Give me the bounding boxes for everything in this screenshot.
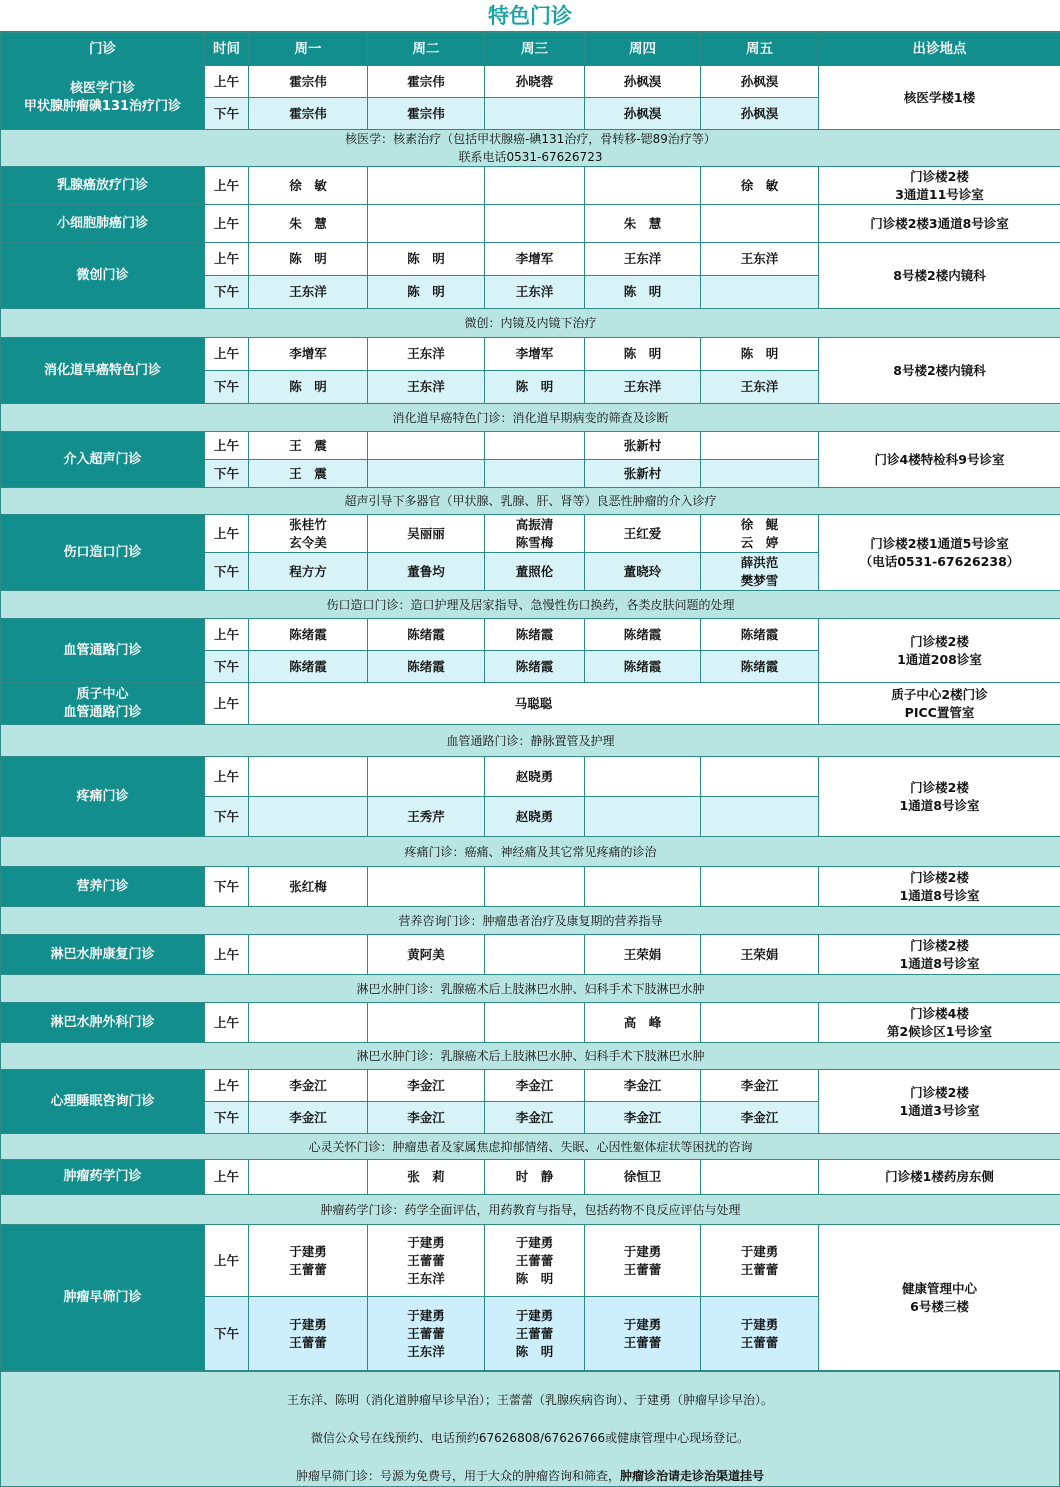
clinic-row bbox=[1, 432, 1060, 460]
footer-line-2: 微信公众号在线预约、电话预约67626808/67626766或健康管理中心现场登记。 bbox=[311, 1431, 749, 1445]
doctor-slot-wed: 于建勇 王蕾蕾 陈 明 bbox=[485, 1297, 585, 1371]
doctor-slot-tue: 陈绪霞 bbox=[368, 619, 485, 651]
clinic-location: 门诊楼2楼 3通道11号诊室 bbox=[819, 167, 1060, 205]
session-time: 下午 bbox=[205, 553, 249, 591]
clinic-location: 门诊楼1楼药房东侧 bbox=[819, 1160, 1060, 1195]
doctor-slot-wed: 孙晓蓉 bbox=[485, 66, 585, 98]
clinic-note: 疼痛门诊：癌痛、神经痛及其它常见疼痛的诊治 bbox=[1, 837, 1060, 867]
doctor-slot-thu: 王东洋 bbox=[585, 243, 701, 276]
doctor-slot-tue: 张 莉 bbox=[368, 1160, 485, 1195]
header-row bbox=[1, 33, 1060, 66]
doctor-slot-wed bbox=[485, 98, 585, 130]
doctor-slot-fri: 王东洋 bbox=[701, 243, 819, 276]
doctor-slot-thu: 王荣娟 bbox=[585, 935, 701, 975]
doctor-slot-thu: 张新村 bbox=[585, 432, 701, 460]
footer-note bbox=[1, 1372, 1060, 1487]
clinic-row bbox=[1, 167, 1060, 205]
session-time: 上午 bbox=[205, 243, 249, 276]
clinic-name: 质子中心 血管通路门诊 bbox=[1, 683, 205, 725]
clinic-row bbox=[1, 515, 1060, 553]
clinic-row bbox=[1, 1225, 1060, 1297]
clinic-name: 营养门诊 bbox=[1, 867, 205, 907]
doctor-slot-wed: 陈绪霞 bbox=[485, 651, 585, 683]
doctor-slot-mon: 霍宗伟 bbox=[249, 66, 368, 98]
doctor-slot-tue: 李金江 bbox=[368, 1102, 485, 1134]
doctor-slot-fri bbox=[701, 432, 819, 460]
doctor-slot-wed bbox=[485, 205, 585, 243]
clinic-schedule-table bbox=[0, 32, 1060, 1371]
doctor-slot-wed: 董照伦 bbox=[485, 553, 585, 591]
clinic-note: 淋巴水肿门诊：乳腺癌术后上肢淋巴水肿、妇科手术下肢淋巴水肿 bbox=[1, 975, 1060, 1003]
doctor-slot-wed: 陈绪霞 bbox=[485, 619, 585, 651]
clinic-row bbox=[1, 867, 1060, 907]
clinic-note: 淋巴水肿门诊：乳腺癌术后上肢淋巴水肿、妇科手术下肢淋巴水肿 bbox=[1, 1043, 1060, 1070]
note-row bbox=[1, 404, 1060, 432]
session-time: 下午 bbox=[205, 276, 249, 309]
clinic-note: 肿瘤药学门诊：药学全面评估，用药教育与指导，包括药物不良反应评估与处理 bbox=[1, 1195, 1060, 1225]
clinic-name: 消化道早癌特色门诊 bbox=[1, 338, 205, 404]
doctor-slot-thu: 董晓玲 bbox=[585, 553, 701, 591]
doctor-slot-mon: 程方方 bbox=[249, 553, 368, 591]
doctor-slot-thu bbox=[585, 867, 701, 907]
doctor-slot-tue bbox=[368, 867, 485, 907]
session-time: 下午 bbox=[205, 651, 249, 683]
doctor-slot-fri: 孙枫淏 bbox=[701, 66, 819, 98]
doctor-slot-wed: 李增军 bbox=[485, 243, 585, 276]
session-time: 下午 bbox=[205, 1297, 249, 1371]
doctor-slot-tue bbox=[368, 432, 485, 460]
doctor-slot-wed bbox=[485, 867, 585, 907]
clinic-row bbox=[1, 243, 1060, 276]
clinic-location: 门诊楼2楼1通道5号诊室 （电话0531-67626238） bbox=[819, 515, 1060, 591]
session-time: 上午 bbox=[205, 338, 249, 371]
doctor-slot-thu: 高 峰 bbox=[585, 1003, 701, 1043]
doctor-slot-fri bbox=[701, 205, 819, 243]
note-row bbox=[1, 725, 1060, 757]
doctor-slot-all-week: 马聪聪 bbox=[249, 683, 819, 725]
doctor-slot-tue: 黄阿美 bbox=[368, 935, 485, 975]
clinic-name: 肿瘤早筛门诊 bbox=[1, 1225, 205, 1371]
session-time: 上午 bbox=[205, 1225, 249, 1297]
doctor-slot-thu: 朱 慧 bbox=[585, 205, 701, 243]
doctor-slot-tue: 王东洋 bbox=[368, 371, 485, 404]
doctor-slot-wed: 于建勇 王蕾蕾 陈 明 bbox=[485, 1225, 585, 1297]
clinic-location: 门诊楼4楼 第2候诊区1号诊室 bbox=[819, 1003, 1060, 1043]
doctor-slot-mon: 李增军 bbox=[249, 338, 368, 371]
doctor-slot-fri bbox=[701, 757, 819, 797]
doctor-slot-thu: 孙枫淏 bbox=[585, 66, 701, 98]
header-wed: 周三 bbox=[485, 33, 585, 66]
doctor-slot-thu: 于建勇 王蕾蕾 bbox=[585, 1297, 701, 1371]
clinic-location: 核医学楼1楼 bbox=[819, 66, 1060, 130]
session-time: 上午 bbox=[205, 757, 249, 797]
doctor-slot-tue: 李金江 bbox=[368, 1070, 485, 1102]
clinic-name: 伤口造口门诊 bbox=[1, 515, 205, 591]
doctor-slot-thu: 陈绪霞 bbox=[585, 651, 701, 683]
doctor-slot-tue: 陈 明 bbox=[368, 276, 485, 309]
doctor-slot-fri: 徐 鲲 云 婷 bbox=[701, 515, 819, 553]
clinic-note: 营养咨询门诊：肿瘤患者治疗及康复期的营养指导 bbox=[1, 907, 1060, 935]
clinic-name: 心理睡眠咨询门诊 bbox=[1, 1070, 205, 1134]
doctor-slot-mon bbox=[249, 1003, 368, 1043]
doctor-slot-mon: 陈绪霞 bbox=[249, 619, 368, 651]
clinic-row bbox=[1, 1003, 1060, 1043]
doctor-slot-mon: 于建勇 王蕾蕾 bbox=[249, 1225, 368, 1297]
note-row bbox=[1, 591, 1060, 619]
header-time: 时间 bbox=[205, 33, 249, 66]
doctor-slot-fri: 陈绪霞 bbox=[701, 619, 819, 651]
header-fri: 周五 bbox=[701, 33, 819, 66]
doctor-slot-tue: 董鲁均 bbox=[368, 553, 485, 591]
session-time: 上午 bbox=[205, 66, 249, 98]
doctor-slot-mon: 朱 慧 bbox=[249, 205, 368, 243]
doctor-slot-mon: 王 震 bbox=[249, 460, 368, 488]
doctor-slot-tue: 吴丽丽 bbox=[368, 515, 485, 553]
header-tue: 周二 bbox=[368, 33, 485, 66]
doctor-slot-thu: 张新村 bbox=[585, 460, 701, 488]
session-time: 下午 bbox=[205, 98, 249, 130]
doctor-slot-mon: 陈绪霞 bbox=[249, 651, 368, 683]
doctor-slot-fri: 薛洪范 樊梦雪 bbox=[701, 553, 819, 591]
session-time: 上午 bbox=[205, 683, 249, 725]
footer-table bbox=[0, 1371, 1060, 1487]
page-title: 特色门诊 bbox=[0, 0, 1060, 32]
doctor-slot-mon: 李金江 bbox=[249, 1070, 368, 1102]
doctor-slot-mon bbox=[249, 935, 368, 975]
doctor-slot-tue bbox=[368, 167, 485, 205]
doctor-slot-mon: 张红梅 bbox=[249, 867, 368, 907]
clinic-name: 乳腺癌放疗门诊 bbox=[1, 167, 205, 205]
clinic-location: 门诊楼2楼 1通道8号诊室 bbox=[819, 867, 1060, 907]
clinic-row bbox=[1, 683, 1060, 725]
doctor-slot-wed bbox=[485, 1003, 585, 1043]
footer-line-3-bold: 肿瘤诊治请走诊治渠道挂号 bbox=[620, 1469, 764, 1483]
doctor-slot-mon: 张桂竹 玄令美 bbox=[249, 515, 368, 553]
doctor-slot-mon: 霍宗伟 bbox=[249, 98, 368, 130]
session-time: 下午 bbox=[205, 460, 249, 488]
doctor-slot-tue: 霍宗伟 bbox=[368, 98, 485, 130]
doctor-slot-fri bbox=[701, 460, 819, 488]
doctor-slot-fri bbox=[701, 1160, 819, 1195]
doctor-slot-fri: 于建勇 王蕾蕾 bbox=[701, 1225, 819, 1297]
note-row bbox=[1, 907, 1060, 935]
doctor-slot-thu: 徐恒卫 bbox=[585, 1160, 701, 1195]
clinic-row bbox=[1, 935, 1060, 975]
clinic-row bbox=[1, 1160, 1060, 1195]
doctor-slot-thu: 于建勇 王蕾蕾 bbox=[585, 1225, 701, 1297]
session-time: 上午 bbox=[205, 1003, 249, 1043]
clinic-location: 质子中心2楼门诊 PICC置管室 bbox=[819, 683, 1060, 725]
note-row bbox=[1, 975, 1060, 1003]
clinic-row bbox=[1, 66, 1060, 98]
doctor-slot-fri: 陈 明 bbox=[701, 338, 819, 371]
doctor-slot-thu bbox=[585, 797, 701, 837]
clinic-note: 血管通路门诊：静脉置管及护理 bbox=[1, 725, 1060, 757]
doctor-slot-tue: 陈绪霞 bbox=[368, 651, 485, 683]
clinic-name: 淋巴水肿康复门诊 bbox=[1, 935, 205, 975]
doctor-slot-wed: 李金江 bbox=[485, 1102, 585, 1134]
session-time: 上午 bbox=[205, 619, 249, 651]
session-time: 上午 bbox=[205, 167, 249, 205]
doctor-slot-thu: 李金江 bbox=[585, 1070, 701, 1102]
doctor-slot-mon: 于建勇 王蕾蕾 bbox=[249, 1297, 368, 1371]
doctor-slot-mon bbox=[249, 797, 368, 837]
clinic-location: 门诊楼2楼3通道8号诊室 bbox=[819, 205, 1060, 243]
doctor-slot-tue bbox=[368, 460, 485, 488]
clinic-name: 淋巴水肿外科门诊 bbox=[1, 1003, 205, 1043]
clinic-location: 8号楼2楼内镜科 bbox=[819, 243, 1060, 309]
doctor-slot-fri: 于建勇 王蕾蕾 bbox=[701, 1297, 819, 1371]
doctor-slot-fri: 李金江 bbox=[701, 1070, 819, 1102]
footer-line-3: 肿瘤早筛门诊：号源为免费号，用于大众的肿瘤咨询和筛查， bbox=[296, 1469, 620, 1483]
note-row bbox=[1, 488, 1060, 515]
session-time: 上午 bbox=[205, 1160, 249, 1195]
doctor-slot-thu: 陈绪霞 bbox=[585, 619, 701, 651]
doctor-slot-thu bbox=[585, 167, 701, 205]
doctor-slot-tue: 王东洋 bbox=[368, 338, 485, 371]
doctor-slot-thu: 陈 明 bbox=[585, 276, 701, 309]
doctor-slot-mon: 王东洋 bbox=[249, 276, 368, 309]
clinic-note: 微创：内镜及内镜下治疗 bbox=[1, 309, 1060, 338]
doctor-slot-fri: 王东洋 bbox=[701, 371, 819, 404]
doctor-slot-fri: 王荣娟 bbox=[701, 935, 819, 975]
doctor-slot-mon: 王 震 bbox=[249, 432, 368, 460]
doctor-slot-wed bbox=[485, 167, 585, 205]
doctor-slot-wed: 时 静 bbox=[485, 1160, 585, 1195]
doctor-slot-fri bbox=[701, 867, 819, 907]
clinic-note: 伤口造口门诊：造口护理及居家指导、急慢性伤口换药，各类皮肤问题的处理 bbox=[1, 591, 1060, 619]
note-row bbox=[1, 1134, 1060, 1160]
doctor-slot-tue: 陈 明 bbox=[368, 243, 485, 276]
doctor-slot-wed: 赵晓勇 bbox=[485, 797, 585, 837]
session-time: 上午 bbox=[205, 432, 249, 460]
doctor-slot-thu: 陈 明 bbox=[585, 338, 701, 371]
clinic-location: 健康管理中心 6号楼三楼 bbox=[819, 1225, 1060, 1371]
clinic-note: 心灵关怀门诊：肿瘤患者及家属焦虑抑郁情绪、失眠、心因性躯体症状等困扰的咨询 bbox=[1, 1134, 1060, 1160]
clinic-location: 8号楼2楼内镜科 bbox=[819, 338, 1060, 404]
clinic-note: 消化道早癌特色门诊：消化道早期病变的筛查及诊断 bbox=[1, 404, 1060, 432]
doctor-slot-tue bbox=[368, 1003, 485, 1043]
clinic-row bbox=[1, 757, 1060, 797]
note-row bbox=[1, 130, 1060, 167]
doctor-slot-mon: 徐 敏 bbox=[249, 167, 368, 205]
clinic-row bbox=[1, 205, 1060, 243]
doctor-slot-thu: 王红爱 bbox=[585, 515, 701, 553]
doctor-slot-wed: 陈 明 bbox=[485, 371, 585, 404]
clinic-name: 血管通路门诊 bbox=[1, 619, 205, 683]
session-time: 下午 bbox=[205, 797, 249, 837]
clinic-location: 门诊4楼特检科9号诊室 bbox=[819, 432, 1060, 488]
clinic-name: 疼痛门诊 bbox=[1, 757, 205, 837]
doctor-slot-mon: 陈 明 bbox=[249, 243, 368, 276]
doctor-slot-thu: 王东洋 bbox=[585, 371, 701, 404]
doctor-slot-thu: 孙枫淏 bbox=[585, 98, 701, 130]
doctor-slot-thu bbox=[585, 757, 701, 797]
clinic-row bbox=[1, 338, 1060, 371]
clinic-location: 门诊楼2楼 1通道208诊室 bbox=[819, 619, 1060, 683]
doctor-slot-mon: 李金江 bbox=[249, 1102, 368, 1134]
session-time: 上午 bbox=[205, 1070, 249, 1102]
doctor-slot-fri: 徐 敏 bbox=[701, 167, 819, 205]
doctor-slot-tue: 霍宗伟 bbox=[368, 66, 485, 98]
note-row bbox=[1, 309, 1060, 338]
doctor-slot-tue: 王秀芹 bbox=[368, 797, 485, 837]
note-row bbox=[1, 837, 1060, 867]
doctor-slot-fri bbox=[701, 1003, 819, 1043]
doctor-slot-fri bbox=[701, 276, 819, 309]
header-mon: 周一 bbox=[249, 33, 368, 66]
clinic-name: 小细胞肺癌门诊 bbox=[1, 205, 205, 243]
clinic-name: 肿瘤药学门诊 bbox=[1, 1160, 205, 1195]
doctor-slot-fri: 孙枫淏 bbox=[701, 98, 819, 130]
doctor-slot-mon bbox=[249, 757, 368, 797]
doctor-slot-wed bbox=[485, 432, 585, 460]
clinic-name: 核医学门诊 甲状腺肿瘤碘131治疗门诊 bbox=[1, 66, 205, 130]
doctor-slot-wed bbox=[485, 460, 585, 488]
header-clinic: 门诊 bbox=[1, 33, 205, 66]
clinic-name: 介入超声门诊 bbox=[1, 432, 205, 488]
doctor-slot-fri: 李金江 bbox=[701, 1102, 819, 1134]
session-time: 下午 bbox=[205, 1102, 249, 1134]
session-time: 上午 bbox=[205, 205, 249, 243]
clinic-row bbox=[1, 619, 1060, 651]
doctor-slot-mon bbox=[249, 1160, 368, 1195]
doctor-slot-tue bbox=[368, 205, 485, 243]
clinic-location: 门诊楼2楼 1通道3号诊室 bbox=[819, 1070, 1060, 1134]
session-time: 下午 bbox=[205, 867, 249, 907]
header-thu: 周四 bbox=[585, 33, 701, 66]
clinic-name: 微创门诊 bbox=[1, 243, 205, 309]
footer-line-1: 王东洋、陈明（消化道肿瘤早诊早治）；王蕾蕾（乳腺疾病咨询）、于建勇（肿瘤早诊早治）。 bbox=[287, 1393, 773, 1407]
doctor-slot-tue: 于建勇 王蕾蕾 王东洋 bbox=[368, 1297, 485, 1371]
doctor-slot-wed bbox=[485, 935, 585, 975]
note-row bbox=[1, 1195, 1060, 1225]
clinic-note: 超声引导下多器官（甲状腺、乳腺、肝、肾等）良恶性肿瘤的介入诊疗 bbox=[1, 488, 1060, 515]
session-time: 上午 bbox=[205, 515, 249, 553]
clinic-location: 门诊楼2楼 1通道8号诊室 bbox=[819, 757, 1060, 837]
doctor-slot-fri bbox=[701, 797, 819, 837]
doctor-slot-wed: 李金江 bbox=[485, 1070, 585, 1102]
session-time: 下午 bbox=[205, 371, 249, 404]
header-location: 出诊地点 bbox=[819, 33, 1060, 66]
note-row bbox=[1, 1043, 1060, 1070]
doctor-slot-mon: 陈 明 bbox=[249, 371, 368, 404]
doctor-slot-wed: 王东洋 bbox=[485, 276, 585, 309]
clinic-note: 核医学：核素治疗（包括甲状腺癌-碘131治疗，骨转移-锶89治疗等） 联系电话0531-67626723 bbox=[1, 130, 1060, 167]
doctor-slot-tue: 于建勇 王蕾蕾 王东洋 bbox=[368, 1225, 485, 1297]
doctor-slot-wed: 赵晓勇 bbox=[485, 757, 585, 797]
clinic-location: 门诊楼2楼 1通道8号诊室 bbox=[819, 935, 1060, 975]
clinic-row bbox=[1, 1070, 1060, 1102]
doctor-slot-wed: 高振清 陈雪梅 bbox=[485, 515, 585, 553]
doctor-slot-thu: 李金江 bbox=[585, 1102, 701, 1134]
session-time: 上午 bbox=[205, 935, 249, 975]
doctor-slot-tue bbox=[368, 757, 485, 797]
doctor-slot-fri: 陈绪霞 bbox=[701, 651, 819, 683]
doctor-slot-wed: 李增军 bbox=[485, 338, 585, 371]
